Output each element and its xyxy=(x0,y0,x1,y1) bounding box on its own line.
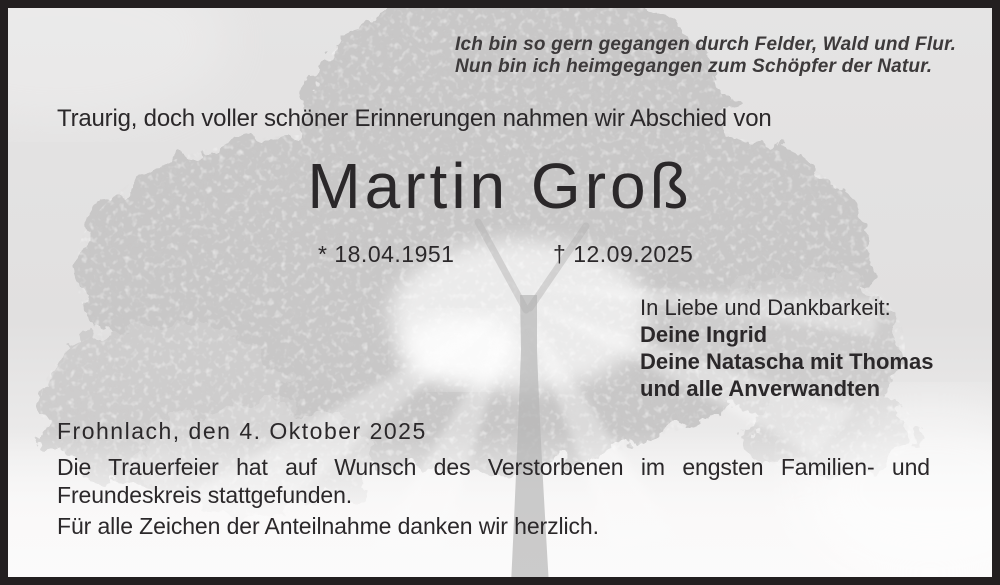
mourners-block xyxy=(640,294,933,402)
death-cross-icon: † xyxy=(553,241,567,267)
verse-line-1: Ich bin so gern gegangen durch Felder, Wald und Flur. xyxy=(455,34,957,55)
place-date-line: Frohnlach, den 4. Oktober 2025 xyxy=(57,418,427,444)
closing-line-2: Freundeskreis stattgefunden. xyxy=(57,481,353,508)
memorial-verse xyxy=(455,34,956,78)
closing-text xyxy=(57,454,930,541)
mourner-line: Deine Natascha mit Thomas xyxy=(640,349,934,374)
verse-line-2: Nun bin ich heimgegangen zum Schöpfer der Natur. xyxy=(455,56,933,77)
mourner-line: und alle Anverwandten xyxy=(640,376,881,401)
birth-star-icon: * xyxy=(318,241,328,267)
death-date xyxy=(553,241,693,268)
closing-line-1: Die Trauerfeier hat auf Wunsch des Verstorbenen im engsten Familien- und xyxy=(57,454,930,480)
closing-line-3: Für alle Zeichen der Anteilnahme danken wir herzlich. xyxy=(57,513,599,539)
mourner-line: Deine Ingrid xyxy=(640,322,768,347)
mourners-heading: In Liebe und Dankbarkeit: xyxy=(640,295,891,320)
birth-date-value: 18.04.1951 xyxy=(334,241,455,267)
deceased-name: Martin Groß xyxy=(307,150,693,222)
death-date-value: 12.09.2025 xyxy=(573,241,694,267)
intro-line: Traurig, doch voller schöner Erinnerungen nahmen wir Abschied von xyxy=(57,105,772,132)
birth-date xyxy=(318,241,454,268)
